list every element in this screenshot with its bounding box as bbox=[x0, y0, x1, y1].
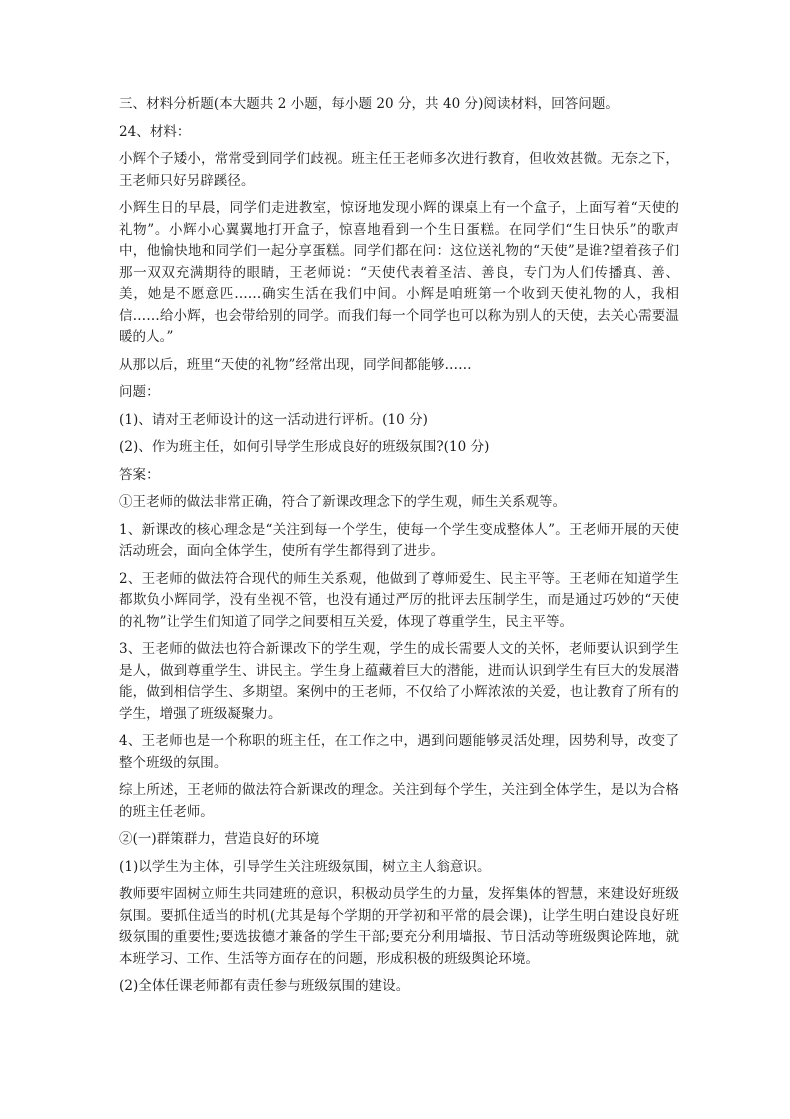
question-item: (2)、作为班主任，如何引导学生形成良好的班级氛围?(10 分) bbox=[119, 439, 490, 455]
material-paragraph: 小辉生日的早晨，同学们走进教室，惊讶地发现小辉的课桌上有一个盒子，上面写着“天使的礼物”。小辉小心翼翼地打开盒子，惊喜地看到一个生日蛋糕。在同学们“生日快乐”的歌声中，他愉快地和同学们一起分享蛋糕。同学们都在问：这位送礼物的“天使”是谁?望着孩子们那一双双充满期待的眼睛，王老师说：“天使代表着圣洁、善良，专门为人们传播真、善、美，她是不愿意匹……确实生活在我们中间。小辉是咱班第一个收到天使礼物的人，我相信……给小辉，也会带给别的同学。而我们每一个同学也可以称为别人的天使，去关心需要温暖的人。” bbox=[119, 200, 679, 345]
answer-paragraph: (2)全体任课老师都有责任参与班级氛围的建设。 bbox=[119, 978, 410, 994]
material-paragraph: 从那以后，班里“天使的礼物”经常出现，同学间都能够…… bbox=[119, 356, 472, 373]
answer-paragraph: 3、王老师的做法也符合新课改下的学生观，学生的成长需要人文的关怀，老师要认识到学生是人，做到尊重学生、讲民主。学生身上蕴藏着巨大的潜能，进而认识到学生有巨大的发展潜能，做到相信学生、多期望。案例中的王老师，不仅给了小辉浓浓的关爱，也让教育了所有的学生，增强了班级凝聚力。 bbox=[119, 641, 679, 722]
answer-paragraph: ①王老师的做法非常正确，符合了新课改理念下的学生观，师生关系观等。 bbox=[119, 494, 567, 510]
answer-label: 答案： bbox=[119, 466, 160, 483]
questions-label: 问题： bbox=[119, 384, 160, 400]
section-title: 三、材料分析题(本大题共 2 小题，每小题 20 分，共 40 分)阅读材料，回答问题。 bbox=[119, 96, 619, 112]
answer-paragraph: ②(一)群策群力，营造良好的环境 bbox=[119, 831, 320, 847]
material-paragraph: 小辉个子矮小，常常受到同学们歧视。班主任王老师多次进行教育，但收效甚微。无奈之下，王老师只好另辟蹊径。 bbox=[119, 151, 679, 189]
question-item: (1)、请对王老师设计的这一活动进行评析。(10 分) bbox=[119, 411, 428, 428]
document-page bbox=[119, 94, 679, 1004]
question-label: 24、材料： bbox=[119, 123, 191, 140]
answer-paragraph: 4、王老师也是一个称职的班主任，在工作之中，遇到问题能够灵活处理，因势利导，改变了整个班级的氛围。 bbox=[119, 733, 679, 771]
answer-paragraph: 教师要牢固树立师生共同建班的意识，积极动员学生的力量，发挥集体的智慧，来建设好班级氛围。要抓住适当的时机(尤其是每个学期的开学初和平常的晨会课)，让学生明白建设良好班级氛围的重要性;要选拔德才兼备的学生干部;要充分利用墙报、节日活动等班级舆论阵地，就本班学习、工作、生活等方面存在的问题，形成积极的班级舆论环境。 bbox=[119, 886, 679, 967]
answer-paragraph: 2、王老师的做法符合现代的师生关系观，他做到了尊师爱生、民主平等。王老师在知道学生都欺负小辉同学，没有坐视不管，也没有通过严厉的批评去压制学生，而是通过巧妙的“天使的礼物”让学生们知道了同学之间要相互关爱，体现了尊重学生，民主平等。 bbox=[119, 570, 679, 630]
answer-paragraph: 1、新课改的核心理念是“关注到每一个学生，使每一个学生变成整体人”。王老师开展的天使活动班会，面向全体学生，使所有学生都得到了进步。 bbox=[119, 521, 679, 559]
answer-paragraph: 综上所述，王老师的做法符合新课改的理念。关注到每个学生，关注到全体学生，是以为合格的班主任老师。 bbox=[119, 782, 679, 820]
answer-paragraph: (1)以学生为主体，引导学生关注班级氛围，树立主人翁意识。 bbox=[119, 858, 491, 875]
